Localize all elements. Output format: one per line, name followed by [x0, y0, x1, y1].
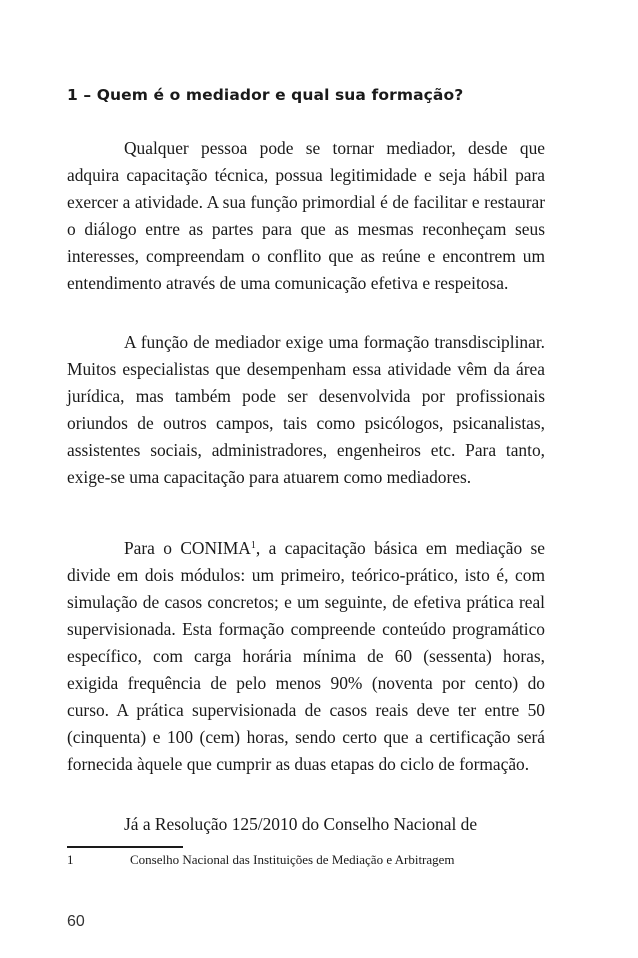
- paragraph-3: [67, 535, 545, 778]
- footnote-number: 1: [67, 852, 74, 867]
- paragraph-3-rest: , a capacitação básica em mediação se divide em dois módulos: um primeiro, teórico-prático, isto é, com simulação de casos concretos; e um seguinte, de efetiva prática real supervisionada. Esta formação compreende conteúdo programático específico, com carga horária mínima de 60 (sessenta) horas, exigida frequência de pelo menos 90% (noventa por cento) do curso. A prática supervisionada de casos reais deve ter entre 50 (cinquenta) e 100 (cem) horas, sendo certo que a certificação será fornecida àquele que cumprir as duas etapas do ciclo de formação.: [67, 538, 545, 774]
- paragraph-1: Qualquer pessoa pode se tornar mediador, desde que adquira capacitação técnica, possua legitimidade e seja hábil para exercer a atividade. A sua função primordial é de facilitar e restaurar o diálogo entre as partes para que as mesmas reconheçam seus interesses, compreendam o conflito que as reúne e encontrem um entendimento através de uma comunicação efetiva e respeitosa.: [67, 138, 545, 293]
- paragraph-2: A função de mediador exige uma formação transdisciplinar. Muitos especialistas que desempenham essa atividade vêm da área jurídica, mas também pode ser desenvolvida por profissionais oriundos de outros campos, tais como psicólogos, psicanalistas, assistentes sociais, administradores, engenheiros etc. Para tanto, exige-se uma capacitação para atuarem como mediadores.: [67, 332, 545, 487]
- section-heading: 1 – Quem é o mediador e qual sua formação?: [67, 86, 464, 104]
- paragraph-3-start: Para o CONIMA: [124, 538, 251, 558]
- paragraph-4: Já a Resolução 125/2010 do Conselho Nacional de: [124, 814, 478, 834]
- footnote-text: Conselho Nacional das Instituições de Mediação e Arbitragem: [130, 852, 455, 867]
- footnote-divider: [67, 846, 183, 848]
- page-number: 60: [67, 913, 85, 930]
- footnote-reference: 1: [250, 540, 256, 551]
